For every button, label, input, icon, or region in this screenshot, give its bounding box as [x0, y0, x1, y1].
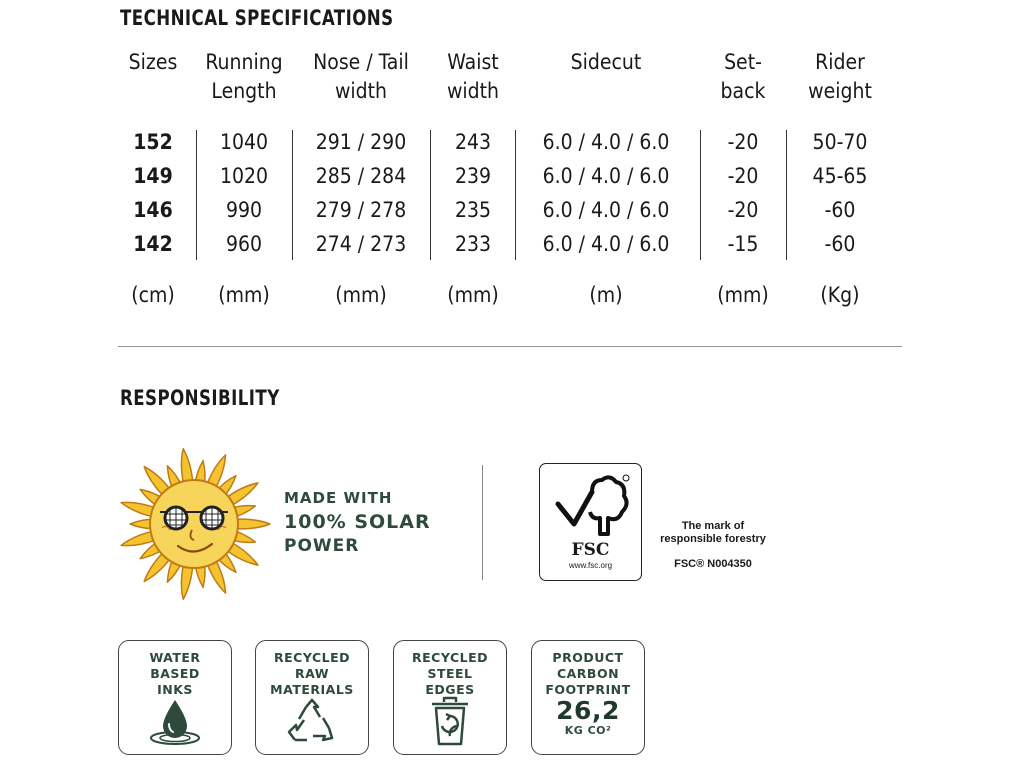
badge-line: STEEL	[427, 666, 473, 681]
unit-sizes: (cm)	[131, 283, 175, 307]
badge-line: CARBON	[556, 666, 620, 681]
header-line: width	[446, 79, 500, 103]
column-divider	[430, 130, 431, 260]
fsc-logo-text: FSC	[571, 540, 610, 560]
nose-tail-cell: 291 / 290	[315, 130, 407, 154]
unit-rider: (Kg)	[820, 283, 860, 307]
header-line: Nose / Tail	[313, 50, 409, 74]
unit-sidecut: (m)	[589, 283, 623, 307]
unit-setback: (mm)	[717, 283, 769, 307]
header-line: Set-	[724, 50, 762, 74]
badge-recycled-steel-edges	[393, 640, 507, 755]
header-line: Running	[205, 50, 283, 74]
water-drop-icon	[145, 696, 205, 748]
responsibility-title: RESPONSIBILITY	[120, 386, 280, 410]
badge-line: INKS	[157, 682, 193, 697]
waist-cell: 235	[454, 198, 492, 222]
running-cell: 960	[225, 232, 263, 256]
badge-line: BASED	[150, 666, 200, 681]
solar-line: POWER	[284, 536, 360, 556]
column-divider	[292, 130, 293, 260]
fsc-logo	[539, 463, 642, 581]
badge-icon-wrap	[256, 698, 368, 748]
rider-cell: -60	[824, 232, 856, 256]
sidecut-cell: 6.0 / 4.0 / 6.0	[542, 232, 670, 256]
header-sidecut: Sidecut	[570, 50, 642, 74]
badge-recycled-raw-materials	[255, 640, 369, 755]
badge-line: FOOTPRINT	[545, 682, 631, 697]
badge-label	[532, 650, 644, 738]
size-cell: 146	[133, 198, 173, 222]
carbon-unit: KG CO²	[564, 724, 612, 737]
unit-waist: (mm)	[447, 283, 499, 307]
carbon-value: 26,2	[556, 696, 620, 725]
badge-icon-wrap	[119, 696, 231, 748]
sun-icon	[116, 446, 272, 602]
waist-cell: 239	[454, 164, 492, 188]
size-cell: 152	[133, 130, 173, 154]
rider-cell: -60	[824, 198, 856, 222]
running-cell: 1040	[219, 130, 269, 154]
spec-title: TECHNICAL SPECIFICATIONS	[120, 6, 394, 30]
nose-tail-cell: 279 / 278	[315, 198, 407, 222]
fsc-mark-line: The mark of	[681, 520, 745, 532]
sidecut-cell: 6.0 / 4.0 / 6.0	[542, 198, 670, 222]
header-line: width	[334, 79, 388, 103]
header-rider-weight	[794, 48, 886, 106]
header-line: Length	[211, 79, 277, 103]
header-line: weight	[808, 79, 872, 103]
header-line: Waist	[447, 50, 499, 74]
badge-line: RECYCLED	[274, 650, 350, 665]
badge-water-based-inks	[118, 640, 232, 755]
waist-cell: 243	[454, 130, 492, 154]
badge-line: WATER	[149, 650, 201, 665]
setback-cell: -20	[727, 164, 759, 188]
solar-power-text	[284, 486, 431, 558]
badge-line: RAW	[294, 666, 330, 681]
badge-icon-wrap	[394, 696, 506, 748]
header-nose-tail	[300, 48, 422, 106]
badge-line: RECYCLED	[412, 650, 488, 665]
setback-cell: -20	[727, 130, 759, 154]
rider-cell: 45-65	[812, 164, 868, 188]
badge-line: PRODUCT	[552, 650, 624, 665]
section-divider	[118, 346, 902, 347]
badge-carbon-footprint	[531, 640, 645, 755]
header-line: Rider	[815, 50, 865, 74]
badge-line: EDGES	[425, 682, 475, 697]
header-setback	[702, 48, 784, 106]
fsc-tree-icon	[552, 472, 632, 538]
unit-nose-tail: (mm)	[335, 283, 387, 307]
header-sizes: Sizes	[128, 50, 178, 74]
sun-ray	[234, 519, 270, 529]
rider-cell: 50-70	[812, 130, 868, 154]
badge-label	[119, 650, 231, 698]
running-cell: 1020	[219, 164, 269, 188]
column-divider	[515, 130, 516, 260]
size-cell: 149	[133, 164, 173, 188]
badge-line: MATERIALS	[270, 682, 354, 697]
nose-tail-cell: 274 / 273	[315, 232, 407, 256]
column-divider	[196, 130, 197, 260]
solar-line: 100% SOLAR	[284, 511, 431, 533]
badge-label	[394, 650, 506, 698]
header-line: back	[720, 79, 766, 103]
logo-divider	[482, 465, 483, 580]
badge-label	[256, 650, 368, 698]
nose-tail-cell: 285 / 284	[315, 164, 407, 188]
recycle-bin-icon	[428, 696, 472, 748]
column-divider	[700, 130, 701, 260]
recycle-icon	[287, 698, 337, 748]
waist-cell: 233	[454, 232, 492, 256]
solar-line: MADE WITH	[284, 489, 393, 507]
fsc-mark-text	[652, 520, 774, 546]
sidecut-cell: 6.0 / 4.0 / 6.0	[542, 130, 670, 154]
unit-running: (mm)	[218, 283, 270, 307]
setback-cell: -20	[727, 198, 759, 222]
fsc-mark-line: responsible forestry	[660, 533, 766, 545]
column-divider	[786, 130, 787, 260]
header-waist	[432, 48, 514, 106]
fsc-license-code: FSC® N004350	[674, 558, 752, 570]
running-cell: 990	[225, 198, 263, 222]
fsc-url: www.fsc.org	[568, 561, 613, 570]
size-cell: 142	[133, 232, 173, 256]
sidecut-cell: 6.0 / 4.0 / 6.0	[542, 164, 670, 188]
header-running-length	[198, 48, 290, 106]
setback-cell: -15	[727, 232, 759, 256]
